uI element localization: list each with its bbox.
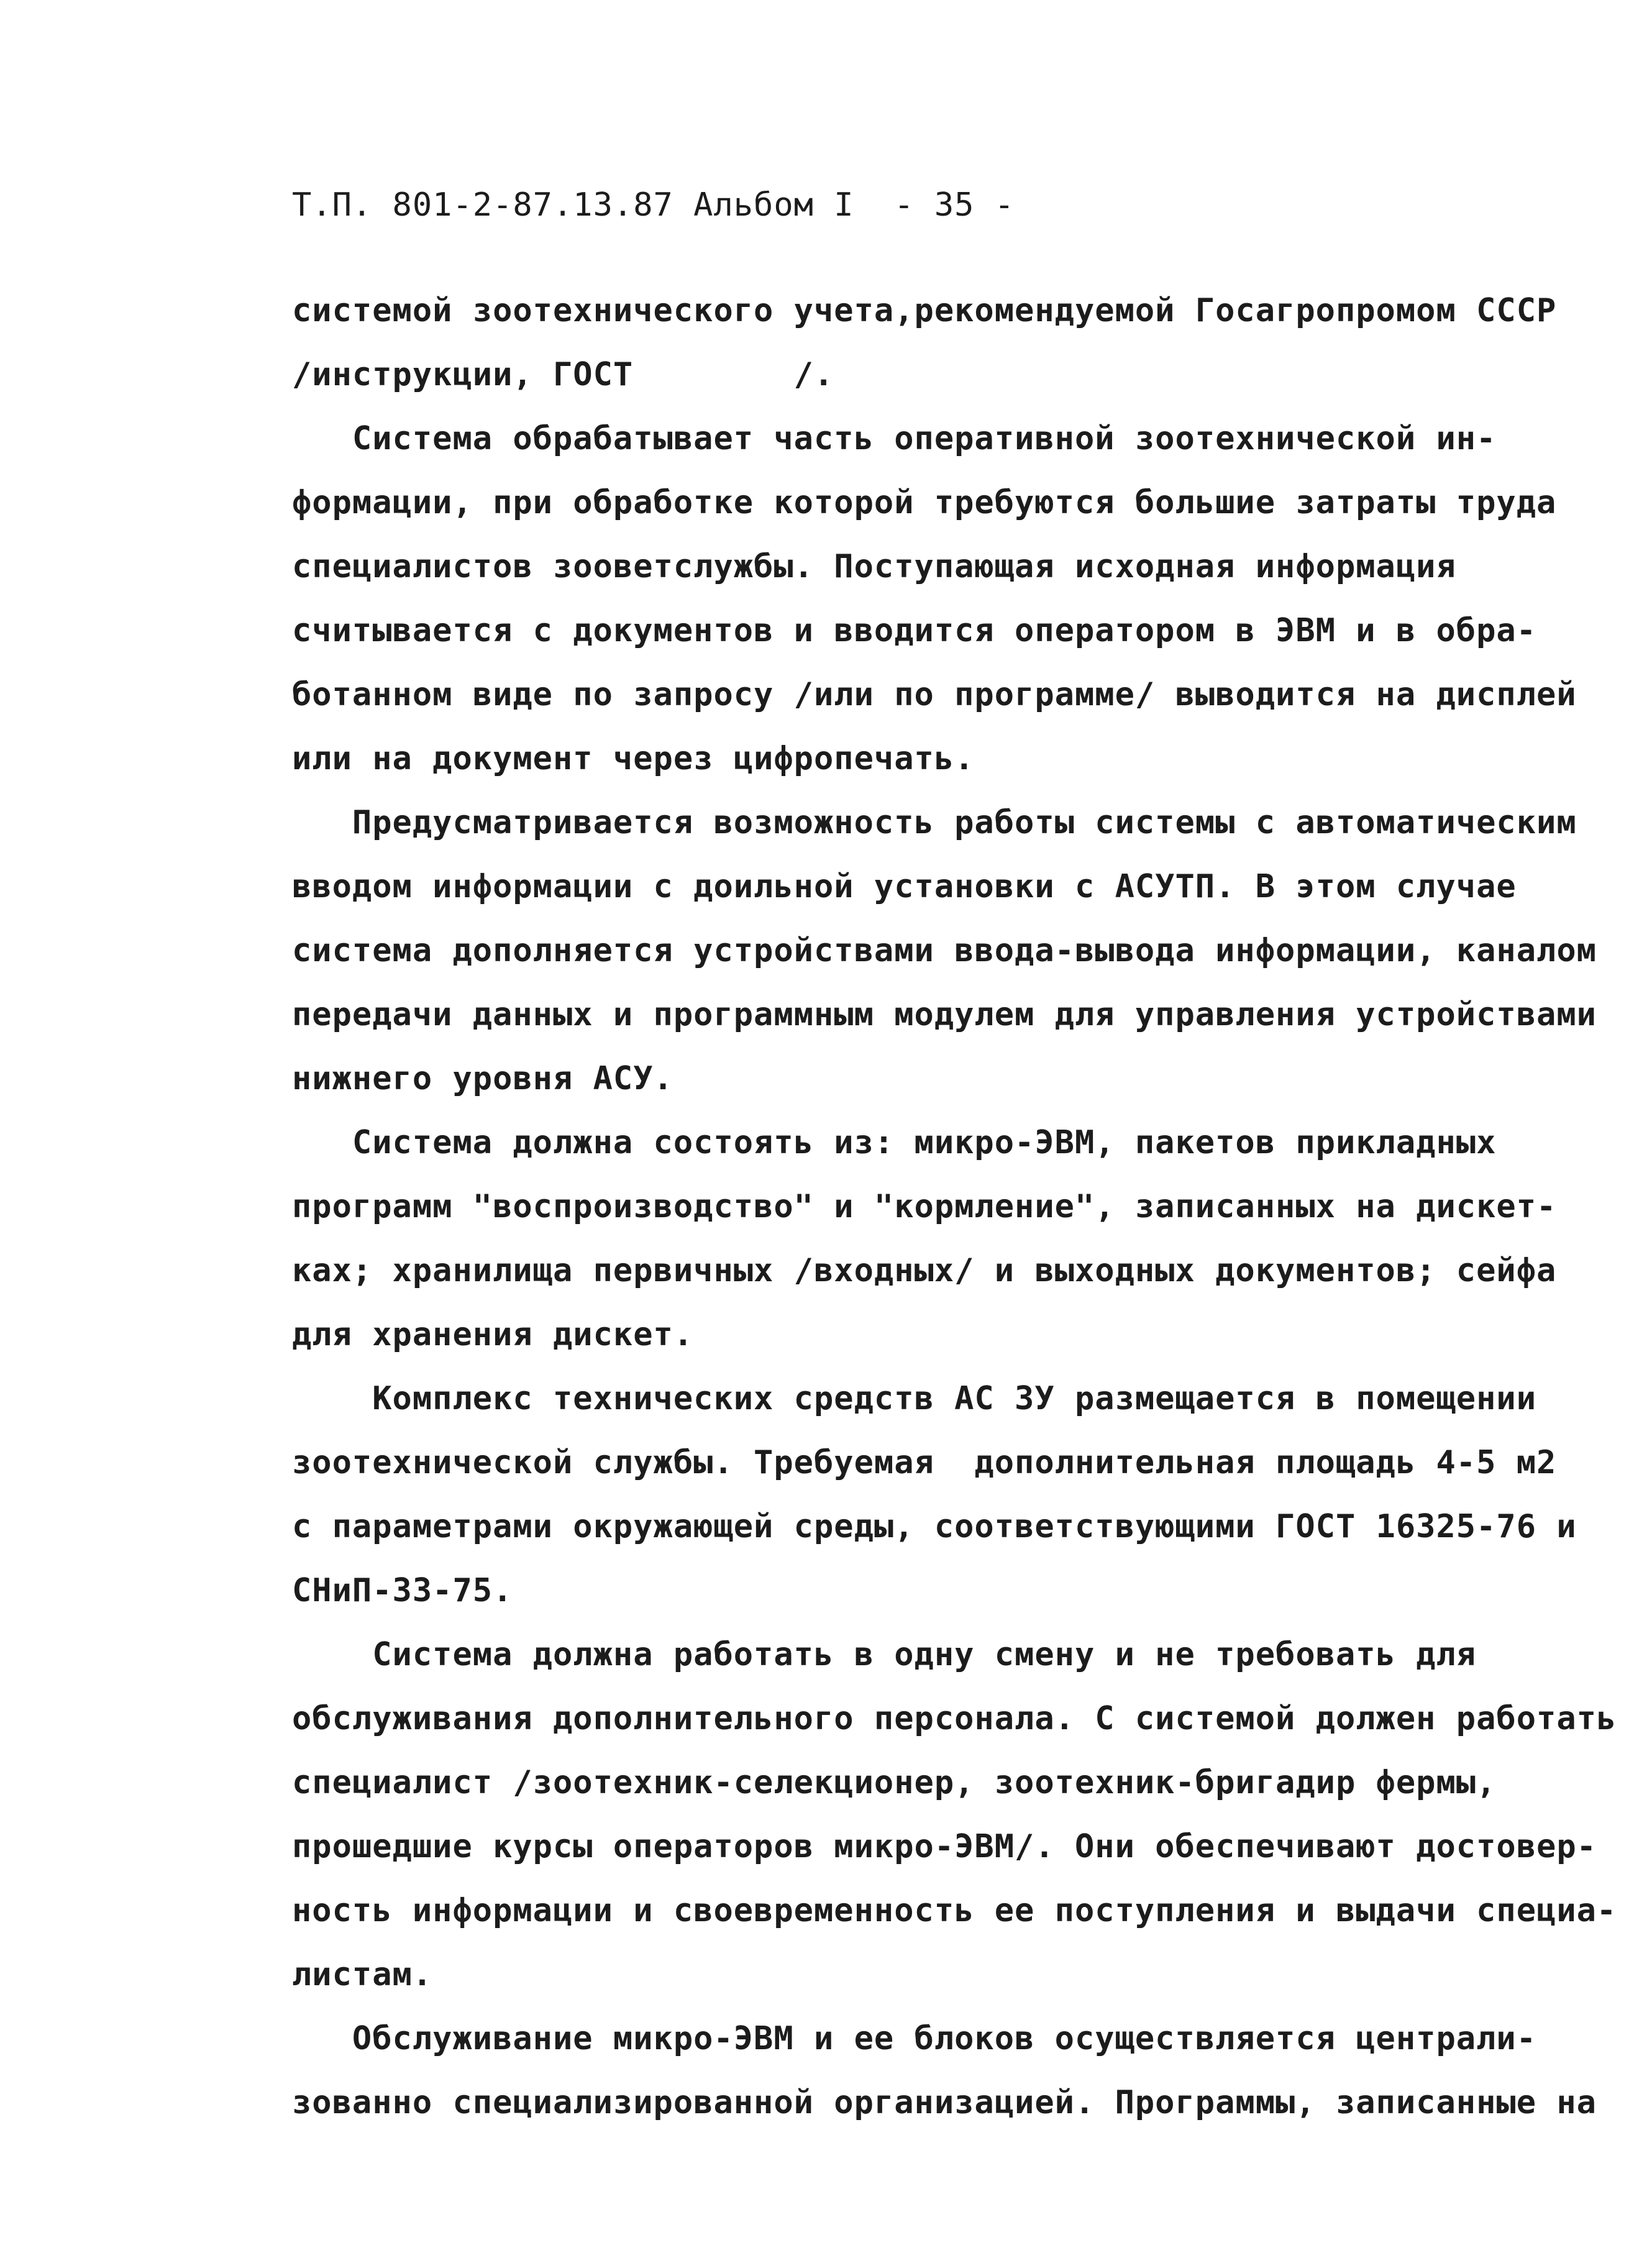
text-line: вводом информации с доильной установки с АСУТП. В этом случае [292,868,1517,905]
text-line: СНиП-33-75. [292,1572,513,1609]
text-line: Система обрабатывает часть оперативной зоотехнической ин- [292,420,1497,457]
text-line: /инструкции, ГОСТ /. [292,356,834,393]
text-line: Комплекс технических средств АС ЗУ размещается в помещении [292,1380,1537,1417]
text-line: ность информации и своевременность ее поступления и выдачи специа- [292,1892,1617,1929]
text-line: листам. [292,1956,433,1993]
text-line: передачи данных и программным модулем для управления устройствами [292,996,1597,1033]
text-line: нижнего уровня АСУ. [292,1060,673,1097]
text-line: Предусматривается возможность работы системы с автоматическим [292,804,1577,841]
text-line: прошедшие курсы операторов микро-ЭВМ/. Они обеспечивают достовер- [292,1828,1597,1865]
text-line: Обслуживание микро-ЭВМ и ее блоков осуществляется централи- [292,2020,1537,2057]
text-line: Система должна работать в одну смену и не требовать для [292,1636,1477,1673]
text-line: специалистов зооветслужбы. Поступающая исходная информация [292,548,1456,585]
text-line: Система должна состоять из: микро-ЭВМ, пакетов прикладных [292,1124,1497,1161]
text-line: формации, при обработке которой требуются большие затраты труда [292,484,1557,521]
text-line: считывается с документов и вводится оператором в ЭВМ и в обра- [292,612,1537,649]
text-line: для хранения дискет. [292,1316,694,1353]
text-line: зованно специализированной организацией. Программы, записанные на [292,2084,1597,2121]
text-line: специалист /зоотехник-селекционер, зоотехник-бригадир фермы, [292,1764,1497,1801]
text-line: обслуживания дополнительного персонала. С системой должен работать [292,1700,1617,1737]
text-line: программ "воспроизводство" и "кормление", записанных на дискет- [292,1188,1557,1225]
page-header: Т.П. 801-2-87.13.87 Альбом I - 35 - [292,186,1015,224]
text-line: или на документ через цифропечать. [292,740,975,777]
text-line: с параметрами окружающей среды, соответствующими ГОСТ 16325-76 и [292,1508,1577,1545]
text-line: ках; хранилища первичных /входных/ и выходных документов; сейфа [292,1252,1557,1289]
text-line: система дополняется устройствами ввода-вывода информации, каналом [292,932,1597,969]
text-line: зоотехнической службы. Требуемая дополнительная площадь 4-5 м2 [292,1444,1557,1481]
text-line: ботанном виде по запросу /или по программе/ выводится на дисплей [292,676,1577,713]
text-line: системой зоотехнического учета,рекомендуемой Госагропромом СССР [292,292,1557,329]
